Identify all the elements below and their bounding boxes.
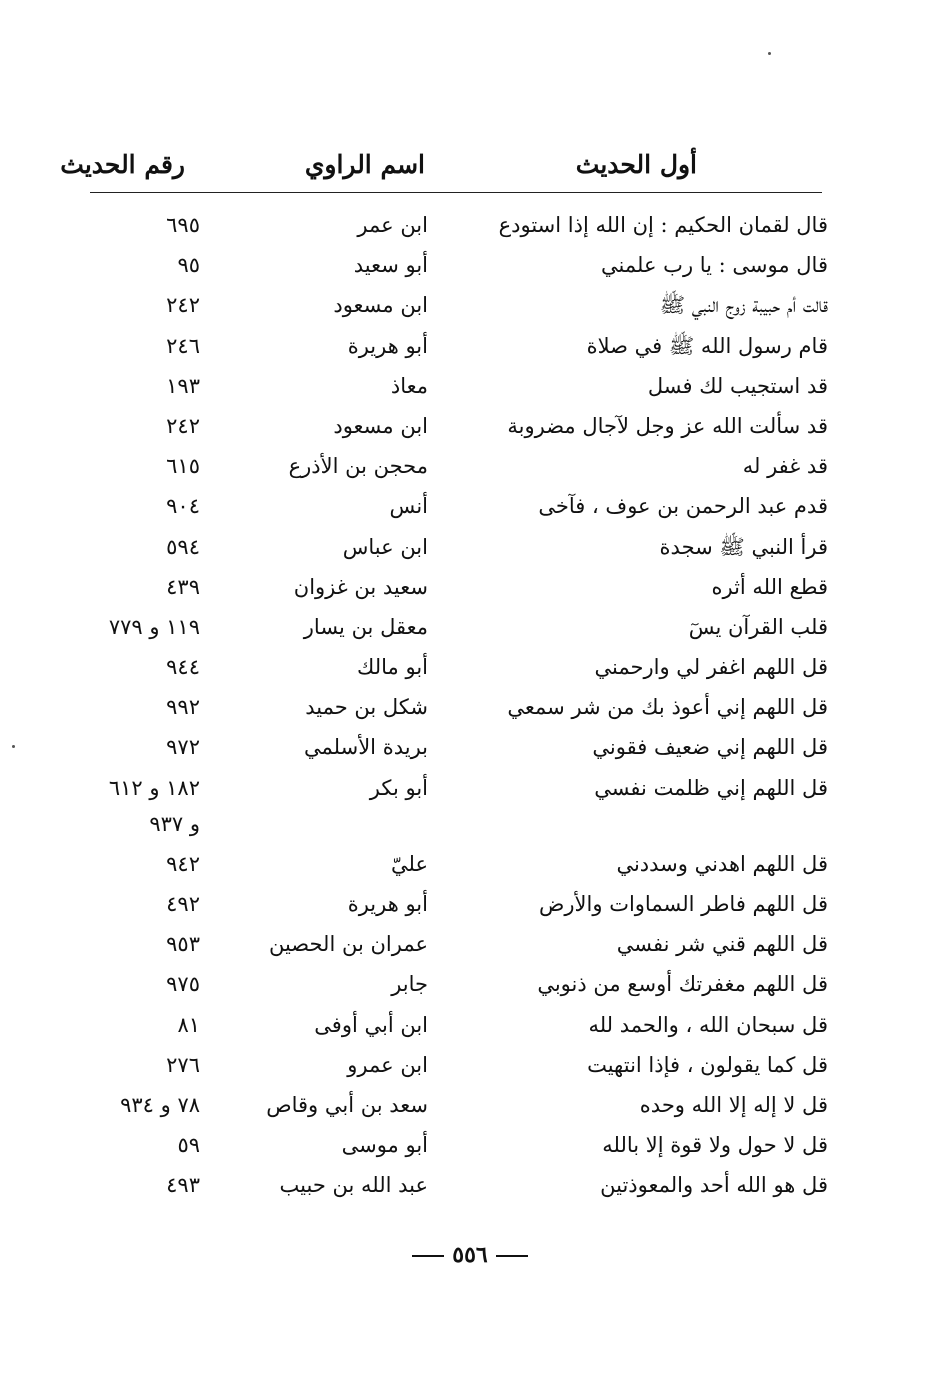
hadith-start: قرأ النبي ﷺ سجدة xyxy=(659,534,828,559)
hadith-number: ١٨٢ و ٦١٢ xyxy=(108,775,200,800)
hadith-number: و ٩٣٧ xyxy=(149,811,200,836)
table-row xyxy=(0,727,940,767)
hadith-number: ٦١٥ xyxy=(166,454,200,479)
hadith-number: ٤٣٩ xyxy=(166,574,200,599)
narrator: معقل بن يسار xyxy=(303,614,428,639)
hadith-number: ٢٤٦ xyxy=(166,333,200,358)
table-row xyxy=(0,964,940,1004)
table-row xyxy=(0,1045,940,1085)
footer-dash-right xyxy=(496,1255,528,1257)
narrator: عليّ xyxy=(391,851,428,876)
narrator: ابن عمرو xyxy=(347,1052,428,1077)
narrator: أبو مالك xyxy=(357,655,428,680)
hadith-start: قال موسى : يا رب علمني xyxy=(601,253,828,278)
hadith-number: ٥٩ xyxy=(177,1133,200,1158)
narrator: معاذ xyxy=(390,373,428,398)
hadith-number: ٩٥٣ xyxy=(166,932,200,957)
table-row xyxy=(0,607,940,647)
hadith-start: قام رسول الله ﷺ في صلاة xyxy=(586,333,828,358)
hadith-start: قل هو الله أحد والمعوذتين xyxy=(600,1173,828,1198)
narrator: شكل بن حميد xyxy=(305,695,428,720)
narrator: عبد الله بن حبيب xyxy=(279,1173,428,1198)
narrator: محجن بن الأذرع xyxy=(288,454,428,479)
narrator: أبو سعيد xyxy=(353,253,428,278)
hadith-number: ٤٩٢ xyxy=(166,892,200,916)
table-header xyxy=(60,150,825,190)
header-divider xyxy=(90,192,822,193)
hadith-index-table xyxy=(0,205,940,1206)
table-row xyxy=(0,884,940,924)
hadith-start: قل كما يقولون ، فإذا انتهيت xyxy=(587,1052,828,1077)
table-row xyxy=(0,486,940,526)
footer-dash-left xyxy=(412,1255,444,1257)
hadith-start: قل اللهم اغفر لي وارحمني xyxy=(594,655,828,680)
table-row xyxy=(0,687,940,727)
hadith-number: ٩٥ xyxy=(177,253,200,278)
hadith-number: ٢٧٦ xyxy=(166,1052,200,1077)
hadith-start: قطع الله أثره xyxy=(711,574,828,599)
hadith-number: ٨١ xyxy=(177,1012,200,1037)
narrator: أبو هريرة xyxy=(347,333,428,358)
narrator: جابر xyxy=(391,972,428,997)
narrator: أنس xyxy=(389,494,428,519)
hadith-start: قل اللهم إني ضعيف فقوني xyxy=(592,735,828,760)
table-row xyxy=(0,844,940,884)
hadith-number: ٢٤٢ xyxy=(166,293,200,318)
page-number: ٥٥٦ xyxy=(452,1242,488,1268)
narrator: سعيد بن غزوان xyxy=(293,574,428,599)
hadith-number: ٦٩٥ xyxy=(166,213,200,237)
narrator: ابن مسعود xyxy=(333,293,428,318)
narrator: أبو بكر xyxy=(369,775,428,800)
hadith-number: ٩٧٥ xyxy=(166,972,200,997)
hadith-number: ٩٠٤ xyxy=(166,494,200,519)
hadith-start: قد غفر له xyxy=(742,454,828,479)
table-row xyxy=(0,1085,940,1125)
hadith-start: قدم عبد الرحمن بن عوف ، فآخى xyxy=(538,494,828,519)
narrator: سعد بن أبي وقاص xyxy=(266,1092,428,1117)
table-row xyxy=(0,205,940,245)
narrator: ابن مسعود xyxy=(333,413,428,438)
scan-speck xyxy=(768,52,771,55)
hadith-start: قل اللهم إني أعوذ بك من شر سمعي xyxy=(507,695,828,720)
header-hadith-start: أول الحديث xyxy=(575,150,697,179)
hadith-start: قل اللهم إني ظلمت نفسي xyxy=(594,775,828,800)
narrator: بريدة الأسلمي xyxy=(304,735,428,760)
hadith-start: قل اللهم فاطر السماوات والأرض xyxy=(539,892,828,916)
narrator: عمران بن الحصين xyxy=(268,932,428,957)
hadith-start: قلب القرآن يسٓ xyxy=(688,614,828,639)
table-row xyxy=(0,1005,940,1045)
hadith-number: ١١٩ و ٧٧٩ xyxy=(108,614,200,639)
narrator: ابن عمر xyxy=(357,213,428,237)
table-row xyxy=(0,366,940,406)
header-hadith-number: رقم الحديث xyxy=(60,150,185,179)
page-number-footer xyxy=(0,1242,940,1268)
hadith-start: قل اللهم قني شر نفسي xyxy=(616,932,828,957)
hadith-start: قد استجيب لك فسل xyxy=(647,373,828,398)
hadith-start: قل اللهم مغفرتك أوسع من ذنوبي xyxy=(537,972,828,997)
narrator: أبو موسى xyxy=(341,1133,428,1158)
table-row xyxy=(0,1125,940,1165)
header-narrator: اسم الراوي xyxy=(304,150,425,179)
narrator: ابن أبي أوفى xyxy=(314,1012,428,1037)
hadith-number: ٤٩٣ xyxy=(166,1173,200,1198)
hadith-number: ٩٩٢ xyxy=(166,695,200,720)
narrator: أبو هريرة xyxy=(347,892,428,916)
table-row xyxy=(0,647,940,687)
hadith-start: قل سبحان الله ، والحمد لله xyxy=(588,1012,828,1037)
hadith-start: قل لا حول ولا قوة إلا بالله xyxy=(602,1133,828,1158)
hadith-number: ٩٧٢ xyxy=(166,735,200,760)
narrator: ابن عباس xyxy=(342,534,428,559)
table-row xyxy=(0,406,940,446)
table-row xyxy=(0,768,940,808)
hadith-number: ٢٤٢ xyxy=(166,413,200,438)
hadith-start: قل لا إله إلا الله وحده xyxy=(639,1092,828,1117)
hadith-number: ١٩٣ xyxy=(166,373,200,398)
hadith-number: ٩٤٢ xyxy=(166,851,200,876)
table-row xyxy=(0,1165,940,1205)
hadith-start: قل اللهم اهدني وسددني xyxy=(616,851,828,876)
hadith-start: قال لقمان الحكيم : إن الله إذا استودع xyxy=(498,213,828,237)
table-row xyxy=(0,326,940,366)
table-row xyxy=(0,567,940,607)
hadith-number: ٩٤٤ xyxy=(166,655,200,680)
table-row xyxy=(0,446,940,486)
table-row xyxy=(0,245,940,285)
table-row xyxy=(0,527,940,567)
table-row-continuation xyxy=(0,808,940,844)
table-row xyxy=(0,924,940,964)
hadith-start: قالت أم حبيبة زوج النبي ﷺ xyxy=(659,293,828,318)
hadith-number: ٧٨ و ٩٣٤ xyxy=(120,1092,200,1117)
hadith-number: ٥٩٤ xyxy=(166,534,200,559)
table-row xyxy=(0,285,940,325)
hadith-start: قد سألت الله عز وجل لآجال مضروبة xyxy=(507,413,828,438)
